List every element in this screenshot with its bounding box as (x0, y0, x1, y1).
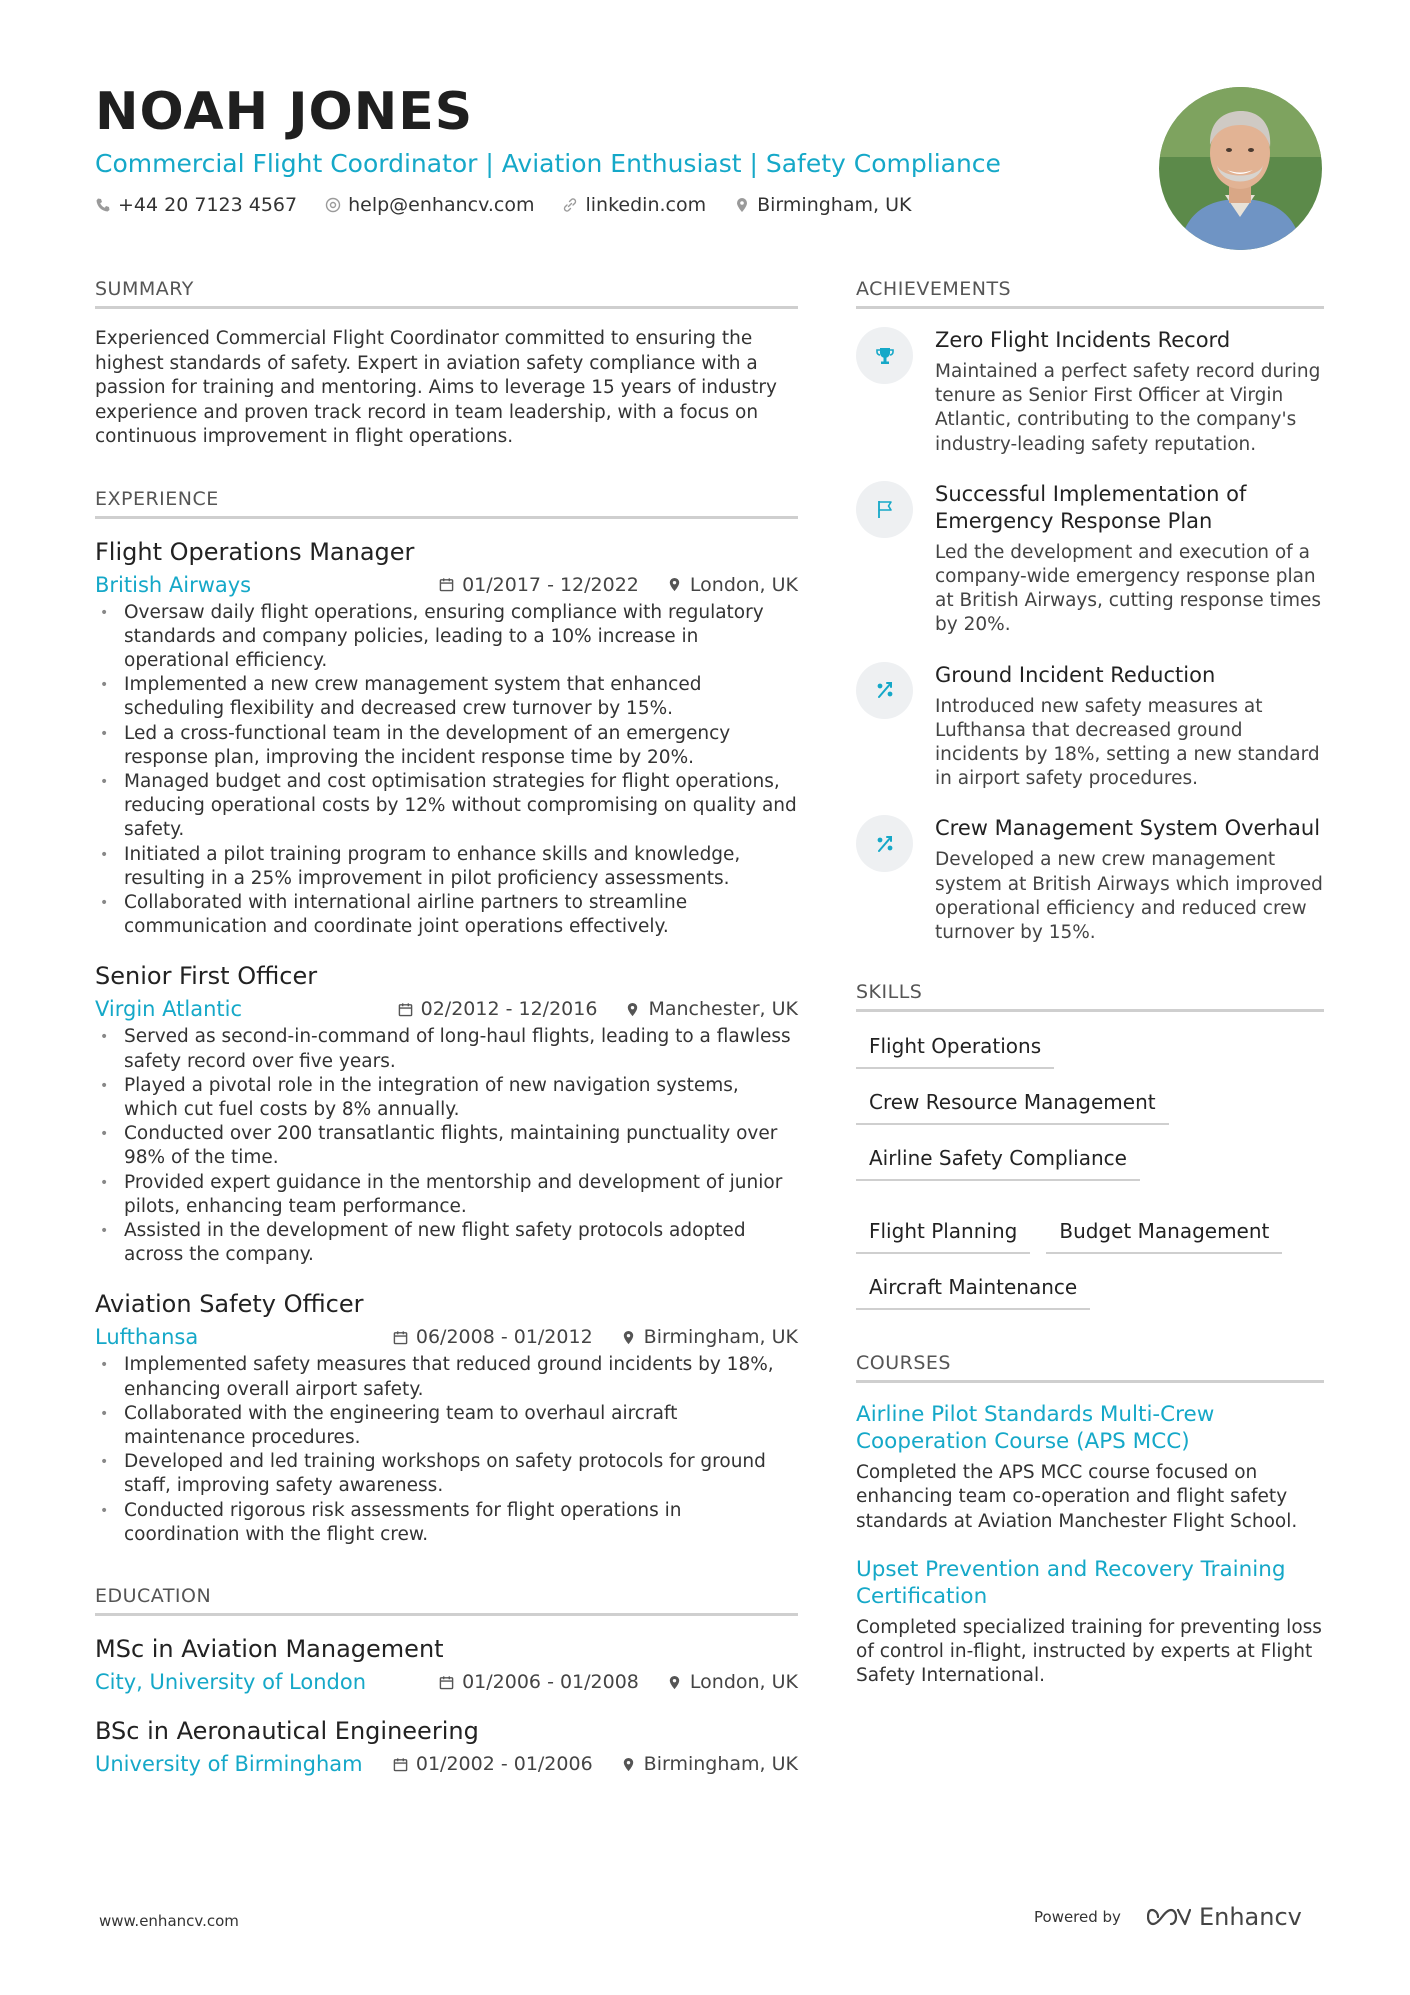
experience-entry (95, 961, 798, 1267)
skill-tag: Budget Management (1046, 1215, 1282, 1254)
job-location: Birmingham, UK (643, 1326, 798, 1349)
course-item (856, 1556, 1324, 1689)
contact-linkedin[interactable] (562, 194, 706, 216)
job-bullet: • Played a pivotal role in the integration of new navigation systems, which cut fuel costs by 8% annually. (95, 1074, 798, 1122)
course-title: Upset Prevention and Recovery Training Certification (856, 1556, 1286, 1609)
job-bullet: • Implemented safety measures that reduced ground incidents by 18%, enhancing overall airport safety. (95, 1353, 798, 1401)
percent-icon (874, 679, 896, 701)
job-bullet: • Assisted in the development of new flight safety protocols adopted across the company. (95, 1219, 798, 1267)
avatar (1159, 87, 1322, 250)
job-bullet: • Developed and led training workshops on safety protocols for ground staff, improving safety awareness. (95, 1450, 798, 1498)
job-title: Flight Operations Manager (95, 537, 415, 566)
summary-heading: SUMMARY (95, 278, 798, 309)
course-desc: Completed specialized training for preventing loss of control in-flight, instructed by experts at Flight Safety International. (856, 1616, 1322, 1687)
percent-icon (874, 833, 896, 855)
achievement-item (856, 481, 1324, 638)
calendar-icon (393, 1330, 408, 1345)
candidate-title: Commercial Flight Coordinator | Aviation Enthusiast | Safety Compliance (95, 149, 1001, 178)
calendar-icon (393, 1757, 408, 1772)
email-text: help@enhancv.com (348, 194, 535, 216)
job-dates: 06/2008 - 01/2012 (415, 1326, 593, 1349)
avatar-photo (1159, 87, 1322, 250)
skill-tag: Flight Planning (856, 1215, 1030, 1254)
education-heading: EDUCATION (95, 1585, 798, 1616)
left-column (95, 278, 798, 1798)
job-bullet: • Collaborated with the engineering team to overhaul aircraft maintenance procedures. (95, 1402, 798, 1450)
skills-heading: SKILLS (856, 981, 1324, 1012)
skill-tag: Flight Operations (856, 1030, 1054, 1069)
enhancv-logo[interactable] (1147, 1903, 1302, 1931)
experience-heading: EXPERIENCE (95, 488, 798, 519)
degree-title: MSc in Aviation Management (95, 1635, 444, 1663)
map-pin-icon (625, 1002, 640, 1017)
edu-location: Birmingham, UK (643, 1753, 798, 1775)
experience-entry (95, 537, 798, 940)
phone-icon (95, 197, 111, 213)
contact-email[interactable] (325, 194, 534, 216)
job-bullet: • Oversaw daily flight operations, ensuring compliance with regulatory standards and company policies, leading to a 10% increase in operational efficiency. (95, 601, 798, 674)
linkedin-text: linkedin.com (585, 194, 707, 216)
calendar-icon (439, 1675, 454, 1690)
job-bullet: • Conducted over 200 transatlantic flights, maintaining punctuality over 98% of the time. (95, 1122, 798, 1170)
job-bullet: • Provided expert guidance in the mentorship and development of junior pilots, enhancing team performance. (95, 1171, 798, 1219)
education-entry (95, 1716, 798, 1776)
job-bullet: • Managed budget and cost optimisation strategies for flight operations, reducing operational costs by 12% without compromising on quality and safety. (95, 770, 798, 843)
achievement-item (856, 327, 1324, 457)
map-pin-icon (667, 1675, 682, 1690)
achievement-title: Successful Implementation of Emergency Response Plan (935, 481, 1247, 533)
edu-dates: 01/2002 - 01/2006 (415, 1753, 593, 1775)
infinity-logo-icon (1147, 1906, 1191, 1928)
footer-branding (1034, 1903, 1302, 1931)
achievement-title: Crew Management System Overhaul (935, 816, 1321, 841)
job-bullet: • Initiated a pilot training program to enhance skills and knowledge, resulting in a 25% improvement in pilot proficiency assessments. (95, 843, 798, 891)
job-bullet: • Conducted rigorous risk assessments for flight operations in coordination with the flight crew. (95, 1499, 798, 1547)
contact-location (734, 194, 911, 216)
achievement-item (856, 815, 1324, 945)
map-pin-icon (621, 1757, 636, 1772)
company-name: Lufthansa (95, 1325, 199, 1350)
company-name: British Airways (95, 572, 252, 597)
experience-entry (95, 1289, 798, 1547)
at-icon (325, 197, 341, 213)
degree-title: BSc in Aeronautical Engineering (95, 1717, 479, 1745)
calendar-icon (398, 1002, 413, 1017)
school-name: University of Birmingham (95, 1752, 363, 1776)
course-desc: Completed the APS MCC course focused on enhancing team co-operation and flight safety standards at Aviation Manchester Flight School. (856, 1462, 1298, 1532)
job-bullet: • Implemented a new crew management system that enhanced scheduling flexibility and decreased crew turnover by 15%. (95, 673, 798, 721)
contact-phone[interactable] (95, 194, 297, 216)
achievement-desc: Led the development and execution of a company-wide emergency response plan at British Airways, cutting response times by 20%. (935, 541, 1321, 636)
phone-text: +44 20 7123 4567 (118, 194, 298, 216)
course-item (856, 1401, 1324, 1534)
company-name: Virgin Atlantic (95, 997, 243, 1022)
skill-tag: Aircraft Maintenance (856, 1271, 1090, 1310)
map-pin-icon (667, 577, 682, 592)
education-entry (95, 1634, 798, 1694)
skill-tag: Airline Safety Compliance (856, 1142, 1140, 1181)
map-pin-icon (734, 197, 750, 213)
achievement-desc: Developed a new crew management system at British Airways which improved operational efficiency and reduced crew turnover by 15%. (935, 849, 1323, 944)
skill-tag: Crew Resource Management (856, 1086, 1169, 1125)
achievement-title: Ground Incident Reduction (935, 662, 1216, 687)
footer-website[interactable]: www.enhancv.com (99, 1912, 239, 1930)
job-title: Aviation Safety Officer (95, 1290, 364, 1319)
achievements-heading: ACHIEVEMENTS (856, 278, 1324, 309)
job-bullet: • Led a cross-functional team in the development of an emergency response plan, improving the incident response time by 20%. (95, 722, 798, 770)
course-title: Airline Pilot Standards Multi-Crew Cooperation Course (APS MCC) (856, 1402, 1215, 1455)
job-location: London, UK (689, 573, 798, 596)
summary-text: Experienced Commercial Flight Coordinator committed to ensuring the highest standards of safety. Expert in aviation safety compliance with a passion for training and mentoring. Aims to leverage 15 years of industry experience and proven track record in team leadership, with a focus on continuous improvement in flight operations. (95, 328, 777, 447)
candidate-name: NOAH JONES (95, 82, 474, 142)
achievement-desc: Maintained a perfect safety record during tenure as Senior First Officer at Virgin Atlantic, contributing to the company's industry-leading safety reputation. (935, 361, 1321, 455)
map-pin-icon (621, 1330, 636, 1345)
skills-list (856, 1030, 1324, 1310)
powered-by-text: Powered by (1034, 1908, 1121, 1926)
right-column (856, 278, 1324, 1710)
job-title: Senior First Officer (95, 962, 318, 991)
edu-location: London, UK (689, 1671, 798, 1693)
trophy-icon (874, 345, 896, 367)
brand-name: Enhancv (1198, 1903, 1302, 1931)
calendar-icon (439, 577, 454, 592)
courses-heading: COURSES (856, 1352, 1324, 1383)
achievement-item (856, 662, 1324, 792)
link-icon (562, 197, 578, 213)
job-bullet: • Collaborated with international airline partners to streamline communication and coordinate joint operations effectively. (95, 891, 798, 939)
edu-dates: 01/2006 - 01/2008 (462, 1671, 639, 1693)
job-location: Manchester, UK (648, 998, 798, 1021)
achievement-desc: Introduced new safety measures at Lufthansa that decreased ground incidents by 18%, setting a new standard in airport safety procedures. (935, 695, 1320, 790)
job-dates: 01/2017 - 12/2022 (462, 573, 639, 596)
resume-header (95, 82, 1095, 216)
achievement-title: Zero Flight Incidents Record (935, 328, 1231, 352)
school-name: City, University of London (95, 1670, 367, 1694)
contact-row (95, 194, 1095, 216)
job-dates: 02/2012 - 12/2016 (420, 998, 598, 1021)
location-text: Birmingham, UK (757, 194, 912, 216)
flag-icon (874, 498, 896, 520)
job-bullet: • Served as second-in-command of long-haul flights, leading to a flawless safety record over five years. (95, 1025, 798, 1073)
